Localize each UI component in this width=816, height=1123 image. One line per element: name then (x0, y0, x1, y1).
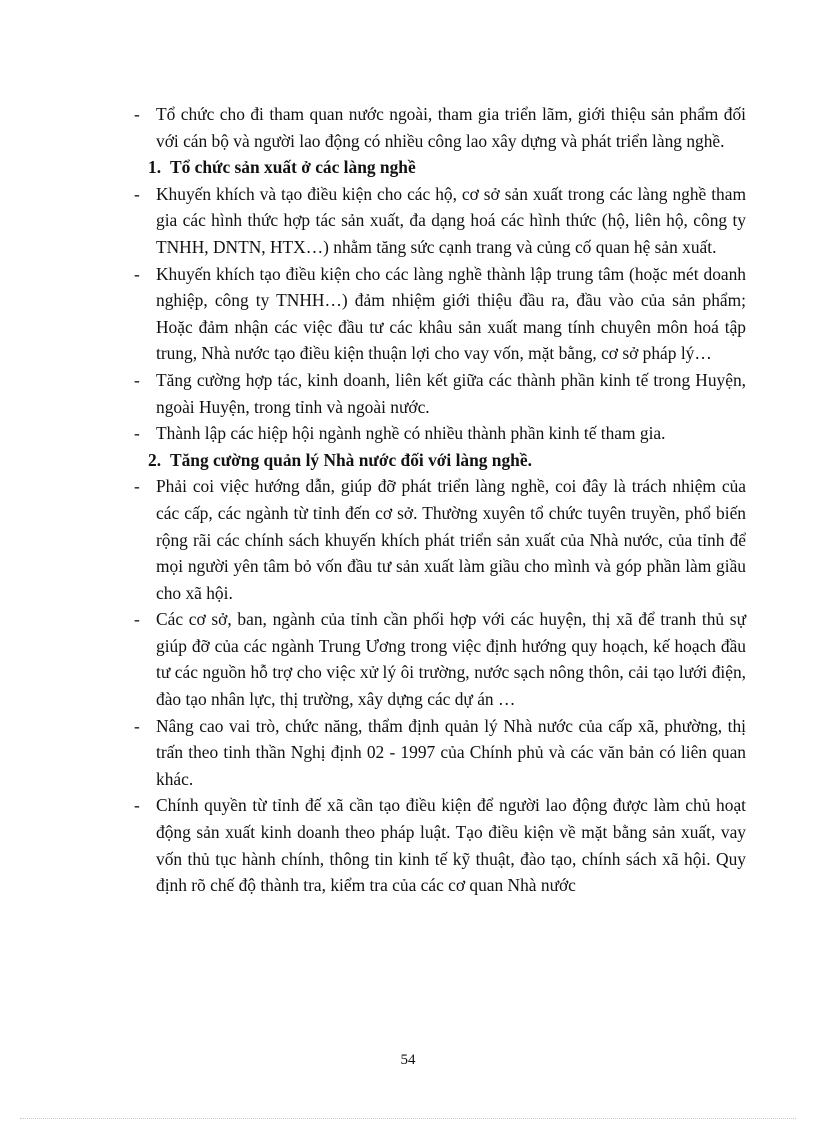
bullet-text: Các cơ sở, ban, ngành của tỉnh cần phối hợp với các huyện, thị xã để tranh thủ sự giúp đỡ của các ngành Trung Ương trong việc định hướng quy hoạch, kế hoạch đầu tư các nguồn hỗ trợ cho việc xử lý ôi trường, nước sạch nông thôn, cải tạo lưới điện, đào tạo nhân lực, thị trường, xây dựng các dự án … (156, 609, 746, 710)
bullet-dash: - (134, 263, 140, 284)
section-heading-text: Tăng cường quản lý Nhà nước đối với làng nghề. (170, 449, 532, 470)
bullet-item (126, 367, 746, 420)
bullet-item (126, 713, 746, 793)
section-number: 1. (148, 157, 162, 178)
bullet-item (126, 473, 746, 606)
bullet-dash: - (134, 715, 140, 736)
bullet-item (126, 101, 746, 154)
bullet-item (126, 261, 746, 367)
bullet-item (126, 606, 746, 712)
bullet-dash: - (134, 183, 140, 204)
section-heading (126, 154, 746, 181)
bullet-dash: - (134, 369, 140, 390)
bullet-item (126, 792, 746, 898)
page-bottom-rule (20, 1118, 796, 1119)
bullet-text: Phải coi việc hướng dẫn, giúp đỡ phát triển làng nghề, coi đây là trách nhiệm của các cấp, các ngành từ tỉnh đến cơ sở. Thường xuyên tổ chức tuyên truyền, phổ biến rộng rãi các chính sách khuyến khích phát triển sản xuất của Nhà nước, của tỉnh để mọi người yên tâm bỏ vốn đầu tư sản xuất làm giầu cho mình và góp phần làm giầu cho xã hội. (156, 476, 746, 603)
bullet-dash: - (134, 104, 140, 124)
section-heading-text: Tổ chức sản xuất ở các làng nghề (170, 157, 416, 178)
bullet-dash: - (134, 609, 140, 630)
bullet-dash: - (134, 423, 140, 444)
bullet-text: Tăng cường hợp tác, kinh doanh, liên kết giữa các thành phần kinh tế trong Huyện, ngoài Huyện, trong tỉnh và ngoài nước. (156, 369, 746, 417)
bullet-text: Khuyến khích tạo điều kiện cho các làng nghề thành lập trung tâm (hoặc mét doanh nghiệp, công ty TNHH…) đảm nhiệm giới thiệu đầu ra, đầu vào của sản phẩm; Hoặc đảm nhận các việc đầu tư các khâu sản xuất mang tính chuyên môn hoá tập trung, Nhà nước tạo điều kiện thuận lợi cho vay vốn, mặt bằng, cơ sở pháp lý… (156, 263, 746, 364)
bullet-text: Thành lập các hiệp hội ngành nghề có nhiều thành phần kinh tế tham gia. (156, 423, 666, 444)
section-heading (126, 447, 746, 474)
bullet-item (126, 181, 746, 261)
bullet-dash: - (134, 476, 140, 497)
bullet-text: Khuyến khích và tạo điều kiện cho các hộ, cơ sở sản xuất trong các làng nghề tham gia các hình thức hợp tác sản xuất, đa dạng hoá các hình thức (hộ, liên hộ, công ty TNHH, DNTN, HTX…) nhằm tăng sức cạnh trang và củng cố quan hệ sản xuất. (156, 183, 746, 257)
bullet-text: Chính quyền từ tỉnh đế xã cần tạo điều kiện để người lao động được làm chủ hoạt động sản xuất kinh doanh theo pháp luật. Tạo điều kiện về mặt bằng sản xuất, vay vốn thủ tục hành chính, thông tin kinh tế kỹ thuật, đào tạo, chính sách xã hội. Quy định rõ chế độ thành tra, kiểm tra của các cơ quan Nhà nước (156, 795, 746, 896)
page-content (126, 101, 746, 899)
bullet-dash: - (134, 795, 140, 816)
section-number: 2. (148, 449, 162, 470)
bullet-text: Tổ chức cho đi tham quan nước ngoài, tham gia triển lãm, giới thiệu sản phẩm đối với cán bộ và người lao động có nhiều công lao xây dựng và phát triển làng nghề. (156, 104, 746, 151)
page-number: 54 (400, 1052, 416, 1068)
bullet-text: Nâng cao vai trò, chức năng, thẩm định quản lý Nhà nước của cấp xã, phường, thị trấn theo tinh thần Nghị định 02 - 1997 của Chính phủ và các văn bản có liên quan khác. (156, 715, 746, 789)
bullet-item (126, 420, 746, 447)
